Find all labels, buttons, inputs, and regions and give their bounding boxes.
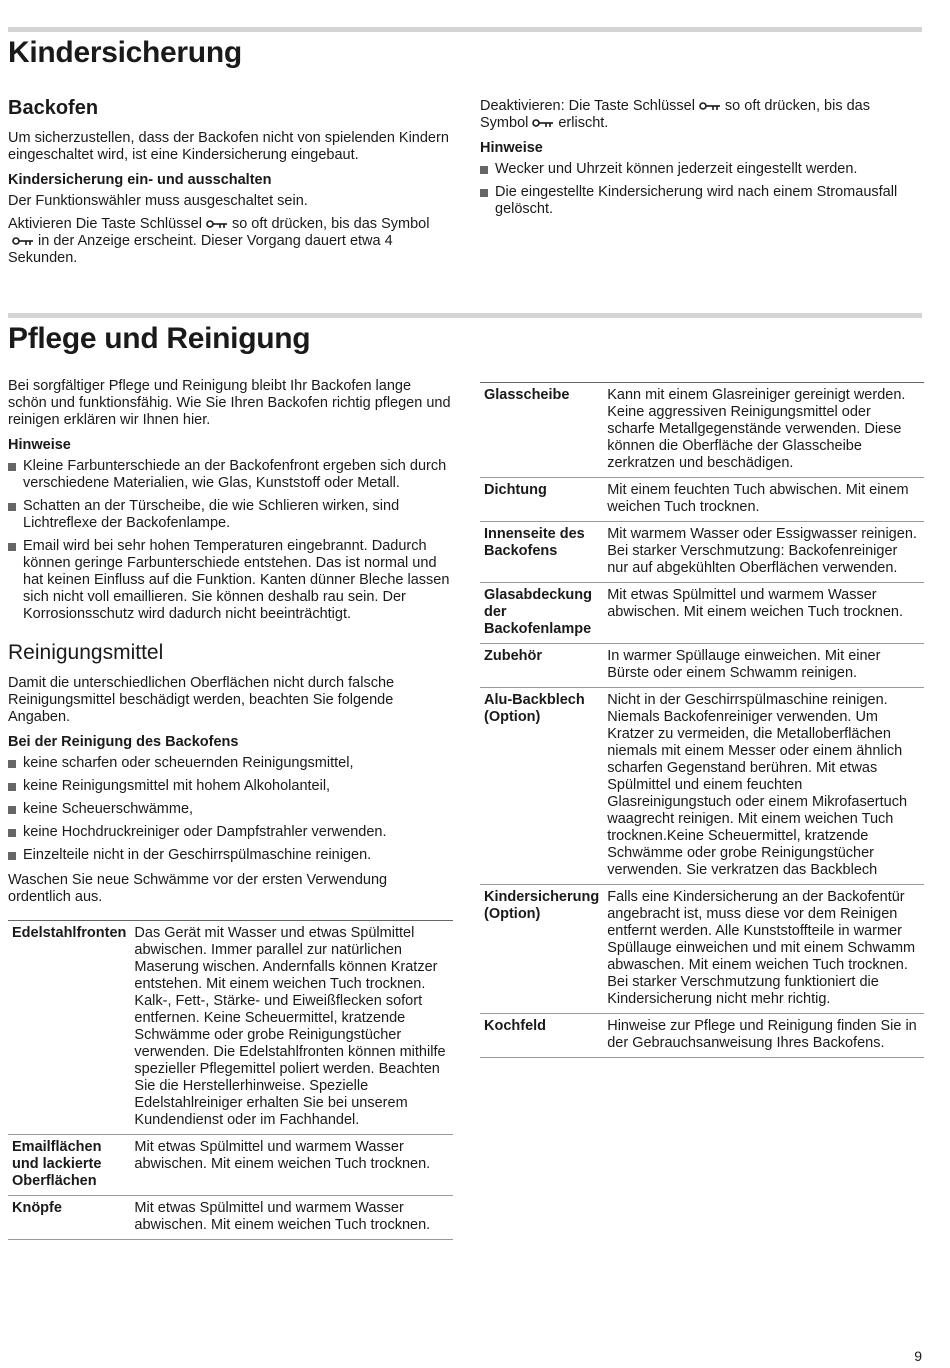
table-cell-label: Emailflächen und lackierte Oberflächen	[8, 1135, 130, 1196]
key-icon	[206, 219, 228, 229]
table-row	[480, 522, 924, 583]
wash-note: Waschen Sie neue Schwämme vor der ersten Verwendung ordentlich aus.	[8, 872, 388, 905]
list-item: keine Reinigungsmittel mit hohem Alkoholanteil,	[8, 778, 453, 795]
page-title-kindersicherung: Kindersicherung	[8, 36, 242, 69]
table-cell-text: Mit einem feuchten Tuch abwischen. Mit einem weichen Tuch trocknen.	[603, 478, 924, 522]
backofen-heading: Backofen	[8, 97, 99, 119]
activate-text-b: so oft drücken, bis das Symbol	[231, 216, 430, 232]
page-number: 9	[914, 1348, 922, 1364]
toggle-heading: Kindersicherung ein- und ausschalten	[8, 172, 272, 188]
table-cell-label: Glasscheibe	[480, 383, 603, 478]
table-cell-text: Das Gerät mit Wasser und etwas Spülmittel abwischen. Immer parallel zur natürlichen Maserung wischen. Andernfalls können Kratzer entstehen. Mit einem weichen Tuch trocknen. Kalk-, Fett-, Stärke- und Eiweißflecken sofort entfernen. Keine Scheuermittel, kratzende Schwämme oder grobe Reinigungstücher verwenden. Die Edelstahlfronten können mithilfe spezieller Pflegemittel poliert werden. Beachten Sie die Herstellerhinweise. Spezielle Edelstahlreiniger erhalten Sie bei unserem Kundendienst oder im Fachhandel.	[130, 921, 453, 1135]
table-row	[480, 583, 924, 644]
list-item: Einzelteile nicht in der Geschirrspülmaschine reinigen.	[8, 847, 453, 864]
table-cell-text: Nicht in der Geschirrspülmaschine reinigen. Niemals Backofenreiniger verwenden. Um Kratzer zu vermeiden, die Metalloberflächen niemals mit einem Messer oder einem ähnlich scharfen Gegenstand berühren. Mit etwas Spülmittel und einem feuchten Glasreinigungstuch oder einem Mikrofasertuch waagrecht reinigen. Mit einem weichen Tuch trocknen.Keine Scheuermittel, kratzende Schwämme oder grobe Reinigungstücher verwenden. Sie verkratzen das Backblech	[603, 688, 924, 885]
table-cell-text: Mit etwas Spülmittel und warmem Wasser abwischen. Mit einem weichen Tuch trocknen.	[130, 1135, 453, 1196]
pflege-intro: Bei sorgfältiger Pflege und Reinigung bleibt Ihr Backofen lange schön und funktionsfähig. Wie Sie Ihren Backofen richtig pflegen und reinigen erklären wir Ihnen hier.	[8, 378, 451, 428]
table-cell-text: Kann mit einem Glasreiniger gereinigt werden. Keine aggressiven Reinigungsmittel oder scharfe Metallgegenstände verwenden. Diese können die Oberfläche der Glasscheibe zerkratzen und beschädigen.	[603, 383, 924, 478]
table-cell-text: Mit warmem Wasser oder Essigwasser reinigen. Bei starker Verschmutzung: Backofenreiniger nur auf abgekühlten Oberflächen verwenden.	[603, 522, 924, 583]
table-cell-label: Kindersicherung (Option)	[480, 885, 603, 1014]
care-table-left	[8, 920, 453, 1240]
kindersicherung-right-column	[480, 98, 920, 224]
list-item: Kleine Farbunterschiede an der Backofenfront ergeben sich durch verschiedene Materialien, wie Glas, Kunststoff oder Metall.	[8, 458, 453, 492]
activate-text-c: in der Anzeige erscheint. Dieser Vorgang dauert etwa 4 Sekunden.	[8, 233, 393, 266]
table-cell-text: In warmer Spüllauge einweichen. Mit einer Bürste oder einem Schwamm reinigen.	[603, 644, 924, 688]
toggle-text: Der Funktionswähler muss ausgeschaltet sein.	[8, 193, 308, 209]
table-cell-text: Mit etwas Spülmittel und warmem Wasser abwischen. Mit einem weichen Tuch trocknen.	[603, 583, 924, 644]
reinigungsmittel-heading: Reinigungsmittel	[8, 641, 164, 664]
table-cell-text: Mit etwas Spülmittel und warmem Wasser abwischen. Mit einem weichen Tuch trocknen.	[130, 1196, 453, 1240]
table-cell-text: Hinweise zur Pflege und Reinigung finden Sie in der Gebrauchsanweisung Ihres Backofens.	[603, 1014, 924, 1058]
pflege-right-column	[480, 382, 924, 1058]
list-item: Die eingestellte Kindersicherung wird nach einem Stromausfall gelöscht.	[480, 184, 920, 218]
reinigung-sub-heading: Bei der Reinigung des Backofens	[8, 734, 239, 750]
kindersicherung-left-column	[8, 96, 456, 273]
section-divider-top	[8, 27, 922, 32]
key-icon	[532, 118, 554, 128]
table-cell-label: Glasabdeckung der Backofenlampe	[480, 583, 603, 644]
table-cell-label: Zubehör	[480, 644, 603, 688]
key-icon	[699, 101, 721, 111]
table-cell-label: Kochfeld	[480, 1014, 603, 1058]
notes-list	[480, 161, 920, 218]
list-item: keine Hochdruckreiniger oder Dampfstrahler verwenden.	[8, 824, 453, 841]
table-row	[8, 1135, 453, 1196]
list-item: Email wird bei sehr hohen Temperaturen eingebrannt. Dadurch können geringe Farbunterschiede entstehen. Das ist normal und hat keinen Einfluss auf die Funktion. Kanten dünner Bleche lassen sich nicht voll emaillieren. Sie können deshalb rau sein. Der Korrosionsschutz wird dadurch nicht beeinträchtigt.	[8, 538, 453, 623]
table-row	[8, 1196, 453, 1240]
table-cell-label: Edelstahlfronten	[8, 921, 130, 1135]
notes-heading: Hinweise	[480, 140, 543, 156]
table-row	[480, 383, 924, 478]
table-row	[480, 1014, 924, 1058]
deactivate-text-b: so oft drücken, bis das Symbol	[480, 98, 870, 131]
pflege-notes-heading: Hinweise	[8, 437, 71, 453]
table-cell-label: Innenseite des Backofens	[480, 522, 603, 583]
list-item: keine scharfen oder scheuernden Reinigungsmittel,	[8, 755, 453, 772]
page-title-pflege: Pflege und Reinigung	[8, 322, 311, 355]
reinigungsmittel-list	[8, 755, 453, 864]
table-row	[480, 688, 924, 885]
list-item: Schatten an der Türscheibe, die wie Schlieren wirken, sind Lichtreflexe der Backofenlampe.	[8, 498, 453, 532]
table-row	[480, 644, 924, 688]
table-row	[480, 885, 924, 1014]
deactivate-paragraph	[480, 98, 920, 132]
table-row	[8, 921, 453, 1135]
activate-paragraph	[8, 216, 456, 267]
table-cell-label: Knöpfe	[8, 1196, 130, 1240]
table-row	[480, 478, 924, 522]
deactivate-text-a: Deaktivieren: Die Taste Schlüssel	[480, 98, 695, 114]
list-item: Wecker und Uhrzeit können jederzeit eingestellt werden.	[480, 161, 920, 178]
table-cell-label: Alu-Backblech (Option)	[480, 688, 603, 885]
care-table-right	[480, 382, 924, 1058]
table-cell-label: Dichtung	[480, 478, 603, 522]
deactivate-text-c: erlischt.	[558, 115, 609, 131]
table-cell-text: Falls eine Kindersicherung an der Backofentür angebracht ist, muss diese vor dem Reinigen entfernt werden. Alle Kunststoffteile in warmer Spüllauge einweichen und mit einem Schwamm abwaschen. Mit einem weichen Tuch trocknen. Bei starker Verschmutzung funktioniert die Kindersicherung nicht mehr richtig.	[603, 885, 924, 1014]
reinigungsmittel-intro: Damit die unterschiedlichen Oberflächen nicht durch falsche Reinigungsmittel beschädigt werden, beachten Sie folgende Angaben.	[8, 675, 395, 725]
list-item: keine Scheuerschwämme,	[8, 801, 453, 818]
pflege-left-column	[8, 378, 453, 1240]
pflege-notes-list	[8, 458, 453, 623]
kindersicherung-intro: Um sicherzustellen, dass der Backofen nicht von spielenden Kindern eingeschaltet wird, ist eine Kindersicherung eingebaut.	[8, 130, 449, 163]
activate-text-a: Aktivieren Die Taste Schlüssel	[8, 216, 202, 232]
key-icon	[12, 236, 34, 246]
section-divider-middle	[8, 313, 922, 318]
